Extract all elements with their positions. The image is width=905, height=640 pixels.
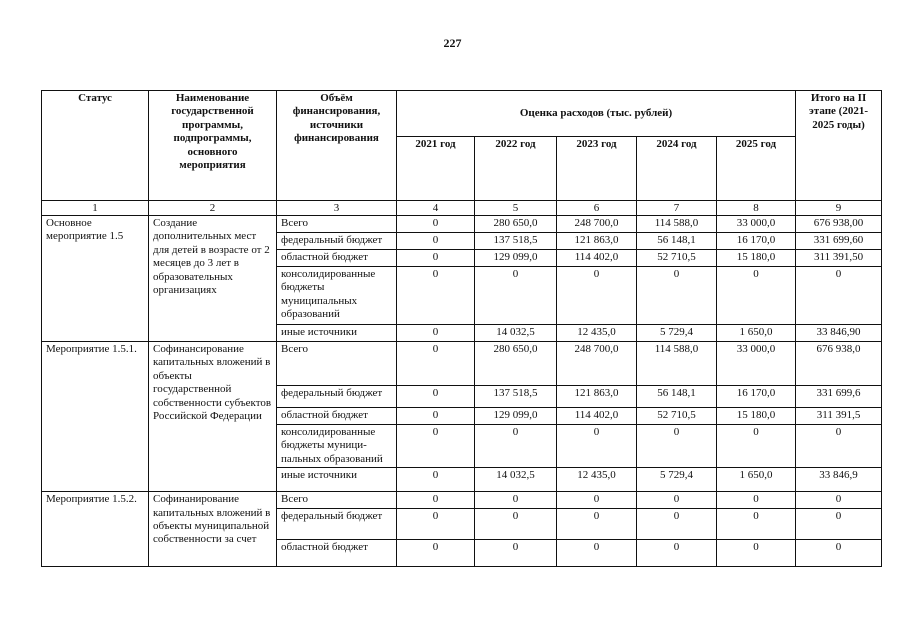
header-year: 2021 год — [397, 137, 475, 201]
funding-source: областной бюджет — [277, 250, 397, 267]
value-cell: 14 032,5 — [475, 325, 557, 342]
value-cell: 56 148,1 — [637, 233, 717, 250]
total-cell: 0 — [796, 540, 882, 567]
total-cell: 0 — [796, 492, 882, 509]
header-stage-total: Итого на II этапе (2021-2025 годы) — [796, 91, 882, 201]
value-cell: 15 180,0 — [717, 408, 796, 425]
total-cell: 33 846,9 — [796, 468, 882, 492]
column-index: 1 — [42, 201, 149, 216]
value-cell: 5 729,4 — [637, 325, 717, 342]
header-year: 2023 год — [557, 137, 637, 201]
value-cell: 0 — [717, 425, 796, 468]
value-cell: 14 032,5 — [475, 468, 557, 492]
header-program-name: Наименование государственной программы, подпрограммы, основного мероприятия — [149, 91, 277, 201]
column-index: 4 — [397, 201, 475, 216]
total-cell: 0 — [796, 425, 882, 468]
funding-source: федеральный бюджет — [277, 233, 397, 250]
value-cell: 114 588,0 — [637, 342, 717, 386]
value-cell: 0 — [637, 267, 717, 325]
column-index: 7 — [637, 201, 717, 216]
value-cell: 121 863,0 — [557, 233, 637, 250]
value-cell: 248 700,0 — [557, 216, 637, 233]
total-cell: 311 391,5 — [796, 408, 882, 425]
value-cell: 0 — [397, 250, 475, 267]
value-cell: 0 — [717, 267, 796, 325]
funding-source: консолидированные бюджеты муници-пальных образований — [277, 425, 397, 468]
value-cell: 0 — [397, 216, 475, 233]
measure-name-cell: Софинанирование капитальных вложений в объекты муниципальной собственности за счет — [149, 492, 277, 567]
value-cell: 0 — [557, 540, 637, 567]
total-cell: 331 699,60 — [796, 233, 882, 250]
value-cell: 0 — [397, 267, 475, 325]
column-index: 9 — [796, 201, 882, 216]
funding-source: федеральный бюджет — [277, 386, 397, 408]
value-cell: 0 — [475, 540, 557, 567]
column-index: 3 — [277, 201, 397, 216]
value-cell: 0 — [475, 509, 557, 540]
value-cell: 0 — [637, 492, 717, 509]
budget-table — [41, 90, 882, 567]
page-number: 227 — [443, 36, 462, 50]
value-cell: 0 — [717, 540, 796, 567]
value-cell: 0 — [397, 386, 475, 408]
value-cell: 0 — [557, 509, 637, 540]
value-cell: 114 402,0 — [557, 408, 637, 425]
total-cell: 0 — [796, 267, 882, 325]
table-row — [42, 342, 882, 386]
status-cell: Мероприятие 1.5.2. — [42, 492, 149, 567]
value-cell: 129 099,0 — [475, 250, 557, 267]
column-index: 6 — [557, 201, 637, 216]
header-year: 2022 год — [475, 137, 557, 201]
value-cell: 33 000,0 — [717, 216, 796, 233]
status-cell: Мероприятие 1.5.1. — [42, 342, 149, 492]
value-cell: 16 170,0 — [717, 386, 796, 408]
value-cell: 0 — [557, 492, 637, 509]
header-funding-volume: Объём финансирования, источники финансирования — [277, 91, 397, 201]
value-cell: 0 — [557, 425, 637, 468]
value-cell: 137 518,5 — [475, 386, 557, 408]
value-cell: 1 650,0 — [717, 325, 796, 342]
value-cell: 0 — [397, 325, 475, 342]
value-cell: 0 — [637, 425, 717, 468]
total-cell: 0 — [796, 509, 882, 540]
funding-source: консолидированные бюджеты муниципальных образований — [277, 267, 397, 325]
value-cell: 0 — [397, 233, 475, 250]
value-cell: 0 — [397, 492, 475, 509]
value-cell: 16 170,0 — [717, 233, 796, 250]
value-cell: 280 650,0 — [475, 216, 557, 233]
funding-source: Всего — [277, 492, 397, 509]
value-cell: 0 — [397, 509, 475, 540]
column-index: 5 — [475, 201, 557, 216]
value-cell: 56 148,1 — [637, 386, 717, 408]
funding-source: Всего — [277, 342, 397, 386]
header-year: 2025 год — [717, 137, 796, 201]
value-cell: 0 — [637, 509, 717, 540]
value-cell: 114 402,0 — [557, 250, 637, 267]
value-cell: 0 — [717, 492, 796, 509]
value-cell: 1 650,0 — [717, 468, 796, 492]
table-row — [42, 492, 882, 509]
column-index: 2 — [149, 201, 277, 216]
value-cell: 52 710,5 — [637, 250, 717, 267]
total-cell: 33 846,90 — [796, 325, 882, 342]
table-row — [42, 216, 882, 233]
value-cell: 0 — [397, 468, 475, 492]
total-cell: 311 391,50 — [796, 250, 882, 267]
header-year: 2024 год — [637, 137, 717, 201]
value-cell: 129 099,0 — [475, 408, 557, 425]
value-cell: 0 — [397, 425, 475, 468]
value-cell: 12 435,0 — [557, 468, 637, 492]
value-cell: 248 700,0 — [557, 342, 637, 386]
measure-name-cell: Создание дополнительных мест для детей в возрасте от 2 месяцев до 3 лет в образовательных организациях — [149, 216, 277, 342]
status-cell: Основное мероприятие 1.5 — [42, 216, 149, 342]
value-cell: 33 000,0 — [717, 342, 796, 386]
funding-source: областной бюджет — [277, 408, 397, 425]
funding-source: иные источники — [277, 325, 397, 342]
value-cell: 0 — [637, 540, 717, 567]
value-cell: 5 729,4 — [637, 468, 717, 492]
value-cell: 0 — [557, 267, 637, 325]
value-cell: 137 518,5 — [475, 233, 557, 250]
value-cell: 280 650,0 — [475, 342, 557, 386]
value-cell: 121 863,0 — [557, 386, 637, 408]
value-cell: 0 — [475, 267, 557, 325]
value-cell: 0 — [397, 342, 475, 386]
value-cell: 114 588,0 — [637, 216, 717, 233]
value-cell: 0 — [475, 492, 557, 509]
value-cell: 0 — [475, 425, 557, 468]
header-status: Статус — [42, 91, 149, 201]
value-cell: 52 710,5 — [637, 408, 717, 425]
funding-source: Всего — [277, 216, 397, 233]
value-cell: 0 — [717, 509, 796, 540]
funding-source: иные источники — [277, 468, 397, 492]
value-cell: 0 — [397, 540, 475, 567]
total-cell: 676 938,0 — [796, 342, 882, 386]
funding-source: областной бюджет — [277, 540, 397, 567]
total-cell: 331 699,6 — [796, 386, 882, 408]
total-cell: 676 938,00 — [796, 216, 882, 233]
measure-name-cell: Софинансирование капитальных вложений в объекты государственной собственности субъектов Российской Федерации — [149, 342, 277, 492]
column-index: 8 — [717, 201, 796, 216]
funding-source: федеральный бюджет — [277, 509, 397, 540]
value-cell: 12 435,0 — [557, 325, 637, 342]
header-cost-estimate: Оценка расходов (тыс. рублей) — [397, 91, 796, 137]
value-cell: 0 — [397, 408, 475, 425]
value-cell: 15 180,0 — [717, 250, 796, 267]
